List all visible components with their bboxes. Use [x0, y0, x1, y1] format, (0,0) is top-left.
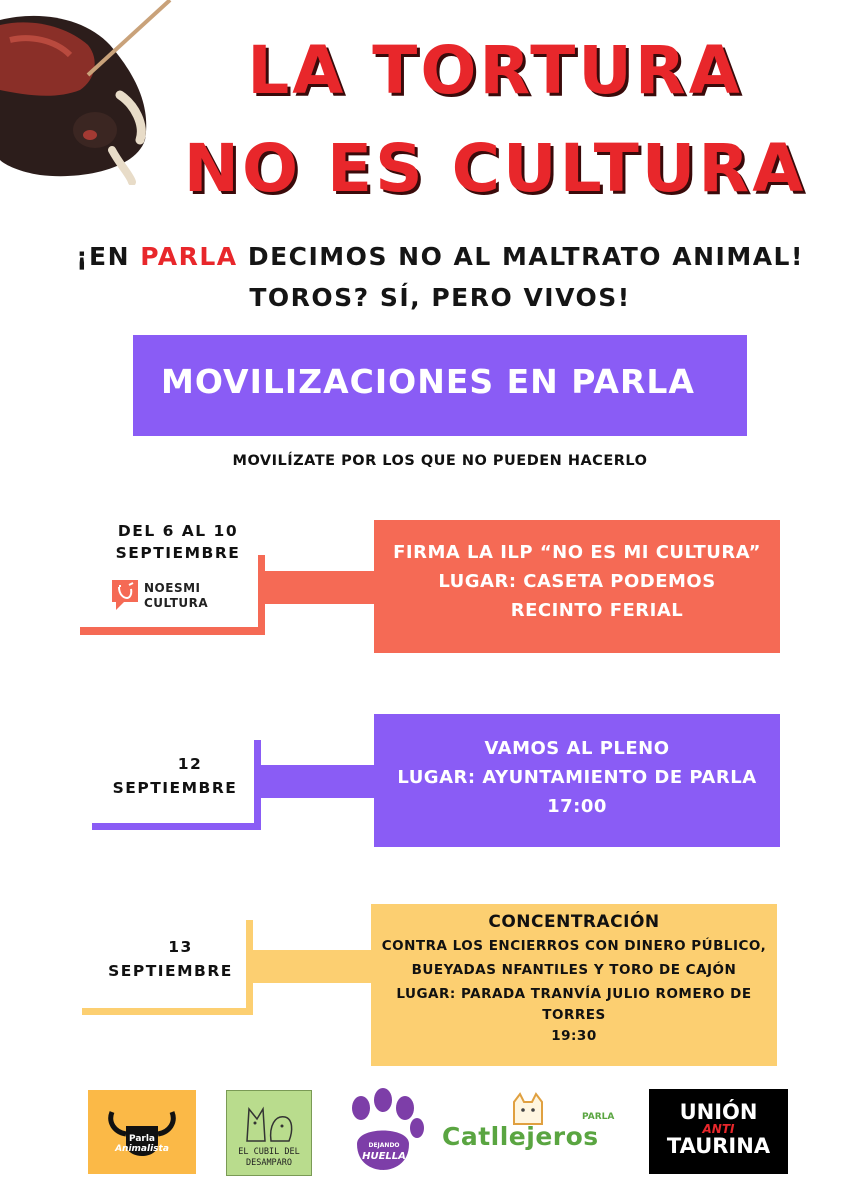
parla-animalista-logo: [88, 1090, 196, 1174]
tagline: MOVILÍZATE POR LOS QUE NO PUEDEN HACERLO: [232, 453, 648, 469]
noesmicultura-logo-icon: [112, 580, 138, 610]
noesmicultura-logo-text: [144, 581, 208, 611]
event-1-line3: RECINTO FERIAL: [510, 600, 684, 621]
union-line3: TAURINA: [666, 1134, 771, 1158]
event-2-box: [374, 714, 780, 847]
event-1-date-line2: SEPTIEMBRE: [115, 544, 241, 562]
event-2-date-line2: SEPTIEMBRE: [112, 779, 238, 797]
event-3-date: [88, 935, 253, 983]
event-2-date-line1: 12: [177, 755, 203, 773]
event-2-connector-base: [92, 823, 261, 830]
cubil-line1: EL CUBIL DEL: [238, 1147, 300, 1157]
catllejeros-logo: [442, 1092, 622, 1164]
catllejeros-name: Catllejeros: [442, 1122, 599, 1151]
cubil-line2: DESAMPARO: [245, 1158, 293, 1168]
event-3-date-line1: 13: [168, 938, 193, 956]
event-3-date-line2: SEPTIEMBRE: [108, 962, 233, 980]
event-3-line5: 19:30: [551, 1028, 597, 1044]
event-2-connector-bar: [261, 765, 381, 798]
event-3-line1: CONTRA LOS ENCIERROS CON DINERO PÚBLICO,: [381, 938, 767, 954]
page-title-line-2: NO ES CULTURA: [183, 130, 807, 207]
union-line1: UNIÓN: [679, 1100, 758, 1124]
movilizaciones-banner-label: MOVILIZACIONES EN PARLA: [161, 362, 695, 401]
event-2-line2: LUGAR: AYUNTAMIENTO DE PARLA: [397, 767, 757, 788]
page-title-line-1: LA TORTURA: [247, 32, 743, 109]
event-2-connector-vertical: [254, 740, 261, 830]
event-2-line3: 17:00: [547, 796, 607, 817]
subtitle-suffix: DECIMOS NO AL MALTRATO ANIMAL!: [237, 242, 804, 271]
event-1-box: [374, 520, 780, 653]
event-2-date: [90, 752, 260, 800]
event-3-connector-bar: [253, 950, 378, 983]
parla-animalista-line2: Animalista: [115, 1144, 169, 1154]
huella-line1: DEJANDO: [368, 1142, 400, 1149]
subtitle-highlight-parla: PARLA: [140, 242, 238, 271]
event-3-connector-base: [82, 1008, 253, 1015]
catllejeros-city: PARLA: [582, 1112, 615, 1122]
huella-line2: HUELLA: [362, 1151, 406, 1162]
event-3-line4: TORRES: [542, 1007, 606, 1023]
dejando-huella-logo: [343, 1088, 425, 1176]
event-3-box: [371, 904, 777, 1066]
union-antitaurina-logo: [649, 1089, 788, 1174]
noesmicultura-logo-text2: CULTURA: [144, 596, 209, 610]
event-1-line2: LUGAR: CASETA PODEMOS: [438, 571, 716, 592]
subtitle-line-2: TOROS? SÍ, PERO VIVOS!: [249, 283, 631, 312]
event-1-date: [98, 520, 258, 564]
event-3-line2: BUEYADAS NFANTILES Y TORO DE CAJÓN: [411, 962, 737, 978]
event-3-heading: CONCENTRACIÓN: [488, 912, 660, 932]
event-3-connector-vertical: [246, 920, 253, 1015]
event-1-connector-bar: [265, 571, 380, 604]
noesmicultura-logo-text1: NOESMI: [144, 581, 201, 595]
union-line2: ANTI: [702, 1122, 735, 1136]
event-1-connector-base: [80, 627, 265, 635]
subtitle-line-1: [60, 242, 820, 271]
event-3-line3: LUGAR: PARADA TRANVÍA JULIO ROMERO DE: [396, 986, 752, 1002]
subtitle-prefix: ¡EN: [76, 242, 141, 271]
parla-animalista-line1: Parla: [128, 1134, 156, 1144]
cubil-desamparo-logo: [226, 1090, 312, 1176]
event-1-connector-vertical: [258, 555, 265, 635]
event-1-line1: FIRMA LA ILP “NO ES MI CULTURA”: [393, 542, 761, 563]
event-1-date-line1: DEL 6 AL 10: [117, 522, 239, 540]
event-2-line1: VAMOS AL PLENO: [484, 738, 670, 759]
